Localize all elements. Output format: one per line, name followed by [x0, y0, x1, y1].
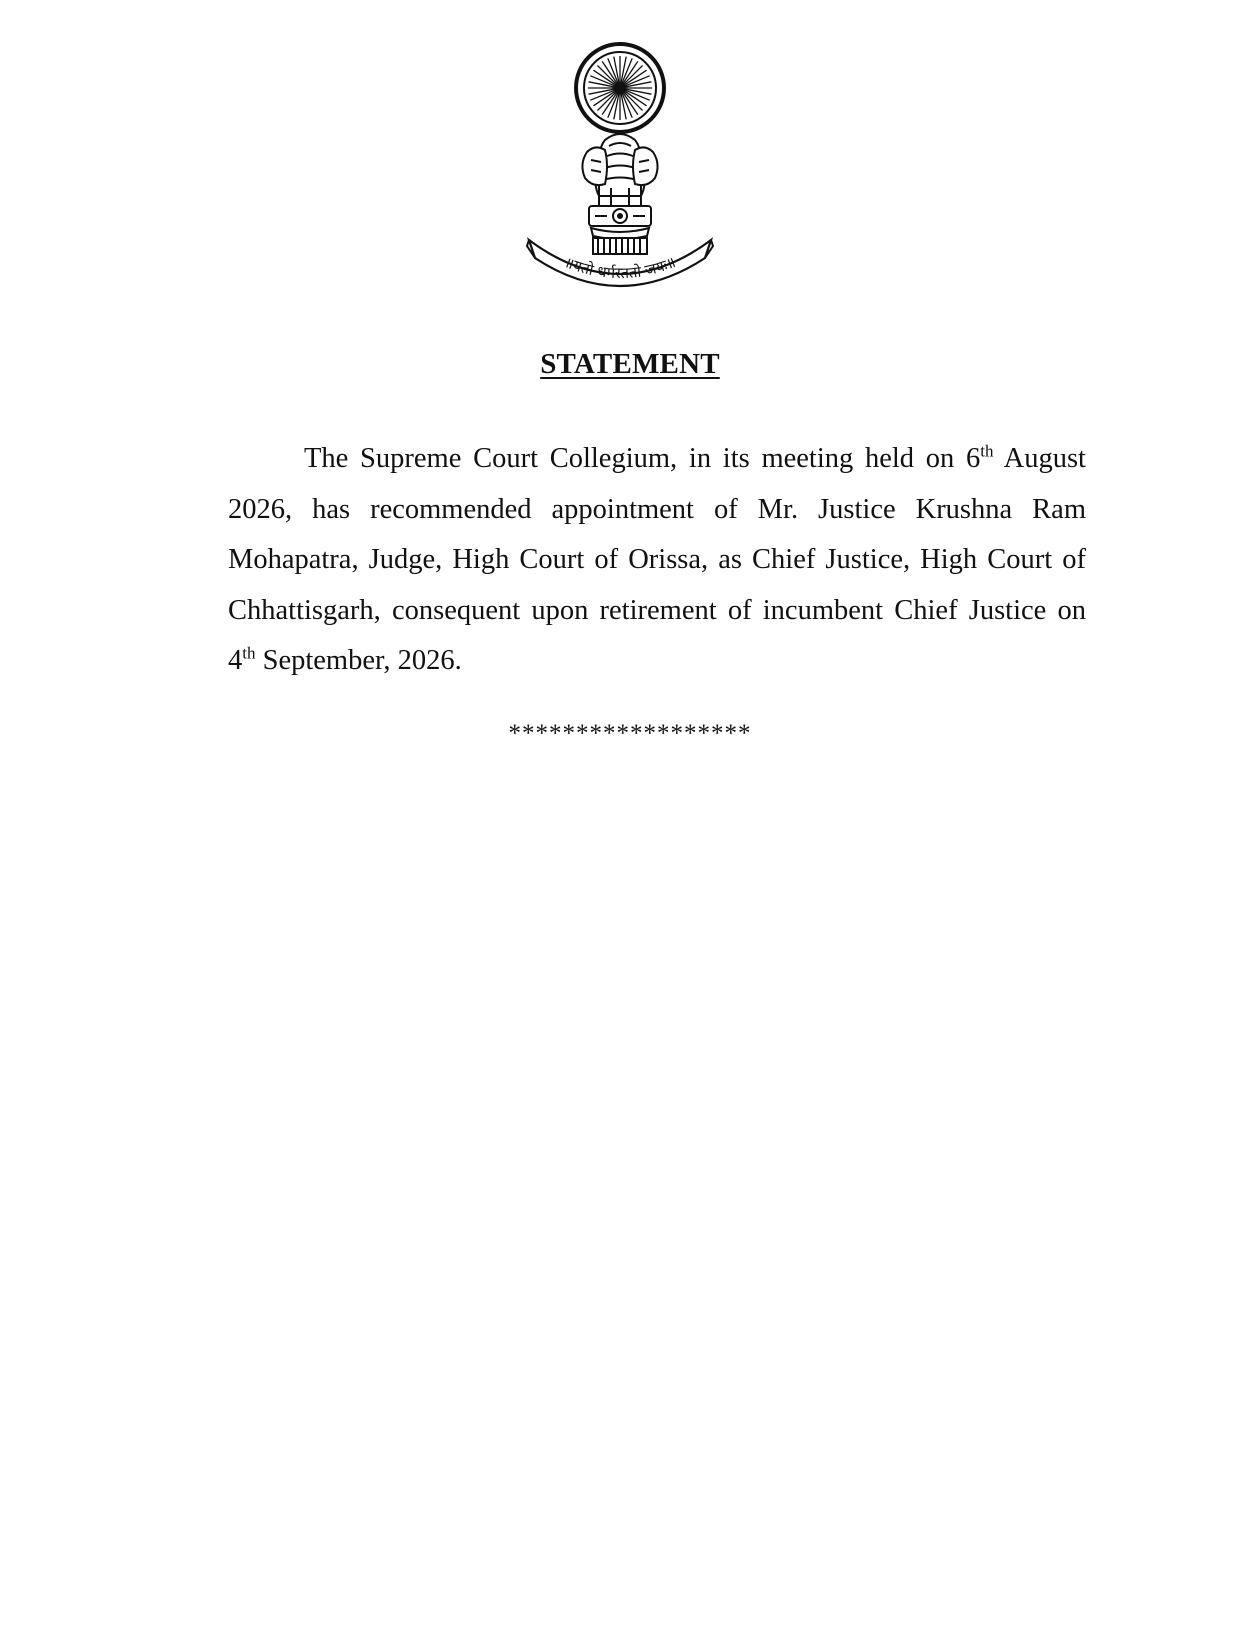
emblem-motto: ॥यतो धर्मस्ततो जयः॥ [561, 253, 679, 283]
supreme-court-emblem-icon [525, 42, 715, 292]
ordinal-suffix: th [980, 441, 994, 461]
lion-capital-icon [582, 134, 657, 254]
asterisk-separator: ****************** [508, 720, 752, 747]
statement-text-part-2: August 2026, has recommended appointment of Mr. Justice Krushna Ram Mohapatra, Judge, High Court of Orissa, as Chief Justice, High Court of Chhattisgarh, consequent upon retirement of incumbent Chief Justice on 4 [228, 443, 1086, 676]
page-title: STATEMENT [540, 348, 720, 380]
dharma-chakra-icon [576, 44, 664, 132]
ordinal-suffix: th [242, 643, 256, 663]
statement-text-part-3: September, 2026. [255, 645, 462, 676]
statement-text-part-1: The Supreme Court Collegium, in its meeting held on 6 [304, 443, 981, 474]
statement-paragraph [228, 434, 1086, 687]
